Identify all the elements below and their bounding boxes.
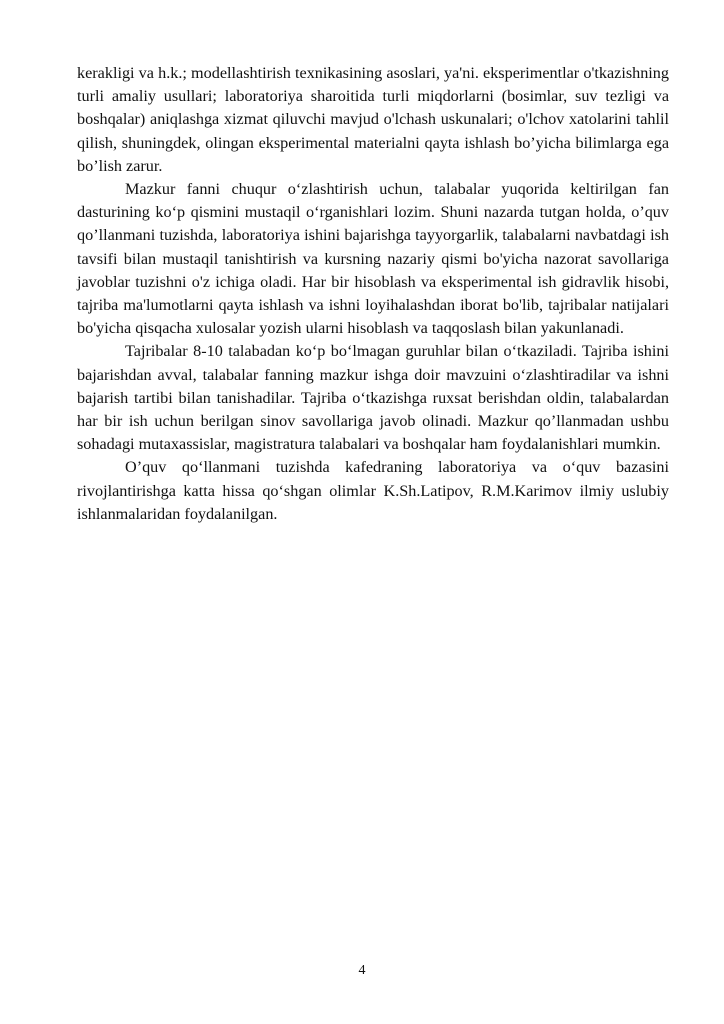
paragraph-experiments: Tajribalar 8-10 talabadan ko‘p bo‘lmagan guruhlar bilan o‘tkaziladi. Tajriba ishini bajarishdan avval, talabalar fanning mazkur ishga doir mavzuini o‘zlashtiradilar va ishni bajarish tartibi bilan tanishadilar. Tajriba o‘tkazishga ruxsat berishdan oldin, talabalardan har bir ish uchun berilgan sinov savollariga javob olinadi. Mazkur qo’llanmadan ushbu sohadagi mutaxassislar, magistratura talabalari va boshqalar ham foydalanishlari mumkin.: [77, 342, 669, 454]
paragraph-acknowledgement: O’quv qo‘llanmani tuzishda kafedraning laboratoriya va o‘quv bazasini rivojlantirishga katta hissa qo‘shgan olimlar K.Sh.Latipov, R.M.Karimov ilmiy uslubiy ishlanmalaridan foydalanilgan.: [77, 458, 669, 523]
paragraph-fan-study: Mazkur fanni chuqur o‘zlashtirish uchun, talabalar yuqorida keltirilgan fan dasturining ko‘p qismini mustaqil o‘rganishlari lozim. Shuni nazarda tutgan holda, o’quv qo’llanmani tuzishda, laboratoriya ishini bajarishga tayyorgarlik, talabalarni navbatdagi ish tavsifi bilan mustaqil tanishtirish va kursning nazariy qismi bo'yicha nazorat savollariga javoblar tuzishni o'z ichiga oladi. Har bir hisoblash va eksperimental ish gidravlik hisobi, tajriba ma'lumotlarni qayta ishlash va ishni loyihalashdan iborat bo'lib, tajribalar natijalari bo'yicha qisqacha xulosalar yozish ularni hisoblash va taqqoslash bilan yakunlanadi.: [77, 180, 669, 338]
page-number: 4: [358, 963, 366, 978]
paragraph-continuation: kerakligi va h.k.; modellashtirish texnikasining asoslari, ya'ni. eksperimentlar o'tkazishning turli amaliy usullari; laboratoriya sharoitida turli miqdorlarni (bosimlar, suv tezligi va boshqalar) aniqlashga xizmat qiluvchi mavjud o'lchash uskunalari; o'lchov xatolarini tahlil qilish, shuningdek, olingan eksperimental materialni qayta ishlash bo’yicha bilimlarga ega bo’lish zarur.: [77, 64, 669, 175]
body-text: [77, 62, 669, 526]
